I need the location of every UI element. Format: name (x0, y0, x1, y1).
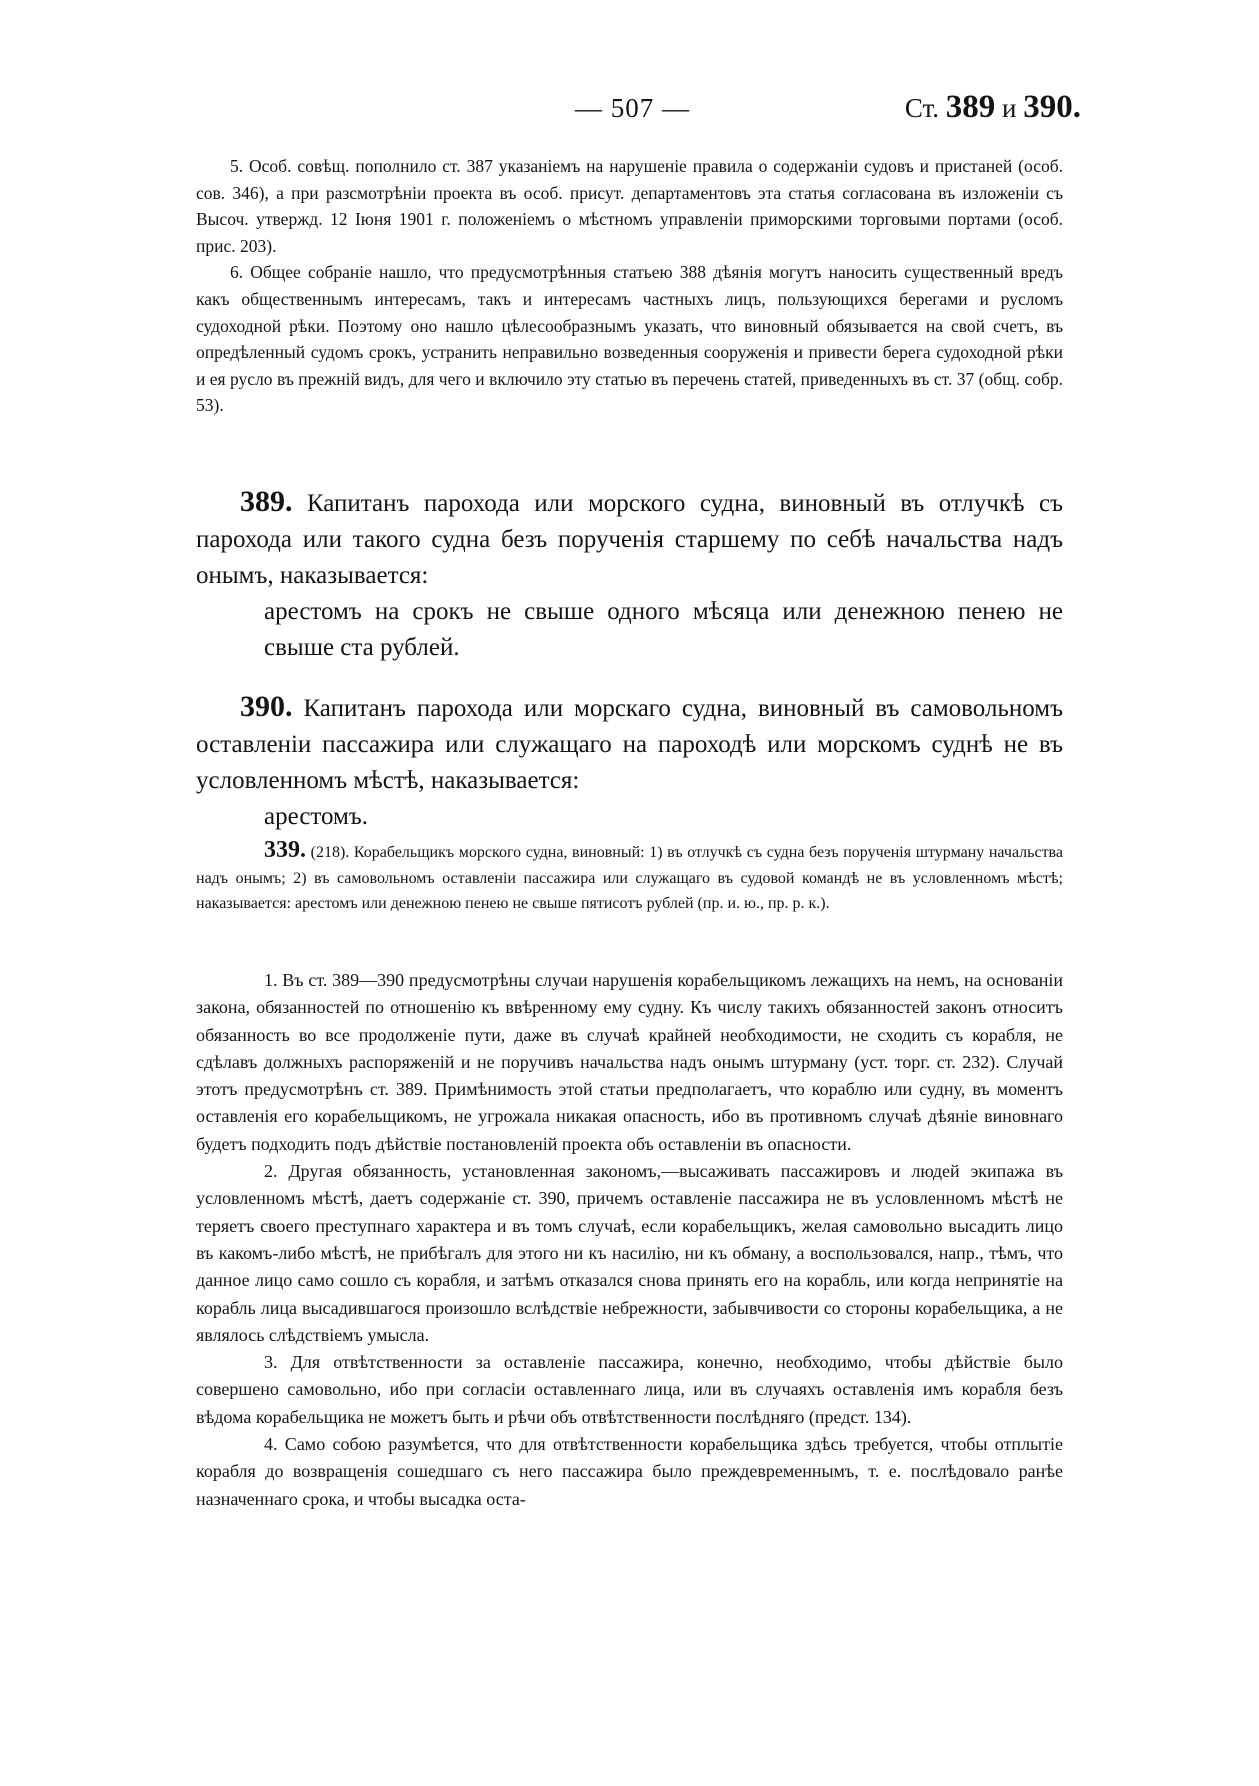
commentary-paragraph: 3. Для отвѣтственности за оставленіе пассажира, конечно, необходимо, чтобы дѣйствіе было совершено самовольно, ибо при согласіи оставленнаго лица, или въ случаяхъ оставленія имъ корабля безъ вѣдома корабельщика не можетъ быть и рѣчи объ отвѣтственности послѣдняго (предст. 134). (196, 1352, 1063, 1427)
comment-source-article (196, 838, 1063, 917)
commentary-section (196, 967, 1063, 1513)
article-text: Капитанъ парохода или морского судна, виновный въ отлучкѣ съ парохода или такого судна безъ порученія старшему по себѣ начальства надъ онымъ, наказывается: (196, 490, 1063, 589)
article-ref-prefix: Ст. (904, 93, 940, 123)
article-390 (196, 689, 1063, 835)
comment-source-number: 339. (264, 837, 306, 863)
commentary-paragraph: 4. Само собою разумѣется, что для отвѣтственности корабельщика здѣсь требуется, чтобы отплытіе корабля до возвращенія сошедшаго съ него пассажира было преждевременнымъ, т. е. послѣдовало ранѣе назначеннаго срока, и чтобы высадка оста- (196, 1434, 1063, 1509)
article-reference (905, 89, 1081, 126)
note-paragraph: 6. Общее собраніе нашло, что предусмотрѣнныя статьею 388 дѣянія могутъ наносить существенный вредъ какъ общественнымъ интересамъ, такъ и интересамъ частныхъ лицъ, пользующихся берегами и русломъ судоходной рѣки. Поэтому оно нашло цѣлесообразнымъ указать, что виновный обязывается на свой счетъ, въ опредѣленный судомъ срокъ, устранить неправильно возведенныя сооруженія и привести берега судоходной рѣки и ея русло въ прежній видъ, для чего и включило эту статью въ перечень статей, приведенныхъ въ ст. 37 (общ. собр. 53). (196, 262, 1063, 416)
article-penalty: арестомъ на срокъ не свыше одного мѣсяца или денежною пенею не свыше ста рублей. (264, 598, 1063, 661)
article-penalty: арестомъ. (264, 803, 369, 830)
article-number: 389. (240, 485, 293, 518)
article-389 (196, 484, 1063, 666)
notes-section (196, 153, 1063, 419)
article-ref-first: 389 (945, 89, 996, 125)
article-ref-conj: и (1002, 93, 1017, 123)
note-paragraph: 5. Особ. совѣщ. пополнило ст. 387 указаніемъ на нарушеніе правила о содержаніи судовъ и пристаней (особ. сов. 346), а при разсмотрѣніи проекта въ особ. присут. департаментовъ эта статья согласована въ изложеніи съ Высоч. утвержд. 12 Іюня 1901 г. положеніемъ о мѣстномъ управленіи приморскими торговыми портами (особ. прис. 203). (196, 156, 1063, 256)
article-text: Капитанъ парохода или морскаго судна, виновный въ самовольномъ оставленіи пассажира или служащаго на пароходѣ или морскомъ суднѣ не въ условленномъ мѣстѣ, наказывается: (196, 695, 1064, 794)
comment-source-text: (218). Корабельщикъ морского судна, виновный: 1) въ отлучкѣ съ судна безъ порученія штурману начальства надъ онымъ; 2) въ самовольномъ оставленіи пассажира или служащаго въ судовой командѣ не въ условленномъ мѣстѣ; наказывается: арестомъ или денежною пенею не свыше пятисотъ рублей (пр. и. ю., пр. р. к.). (196, 844, 1063, 912)
commentary-paragraph: 1. Въ ст. 389—390 предусмотрѣны случаи нарушенія корабельщикомъ лежащихъ на немъ, на основаніи закона, обязанностей по отношенію къ ввѣренному ему судну. Къ числу такихъ обязанностей законъ относитъ обязанность во все продолженіе пути, даже въ случаѣ крайней необходимости, не сходить съ корабля, не сдѣлавъ должныхъ распоряженій и не поручивъ начальства надъ онымъ штурману (уст. торг. ст. 232). Случай этотъ предусмотрѣнъ ст. 389. Примѣнимость этой статьи предполагаетъ, что кораблю или судну, въ моментъ оставленія его корабельщикомъ, не угрожала никакая опасность, ибо въ противномъ случаѣ дѣяніе виновнаго будетъ подходить подъ дѣйствіе постановленій проекта объ оставленіи въ опасности. (196, 970, 1063, 1154)
page-header (0, 89, 1259, 133)
commentary-paragraph: 2. Другая обязанность, установленная закономъ,—высаживать пассажировъ и людей экипажа въ условленномъ мѣстѣ, даетъ содержаніе ст. 390, причемъ оставленіе пассажира не въ условленномъ мѣстѣ не теряетъ своего преступнаго характера и въ томъ случаѣ, если корабельщикъ, желая самовольно высадить лицо въ какомъ-либо мѣстѣ, не прибѣгалъ для этого ни къ насилію, ни къ обману, а воспользовался, напр., тѣмъ, что данное лицо само сошло съ корабля, и затѣмъ отказался снова принять его на корабль, или когда непринятіе на корабль лица высадившагося произошло вслѣдствіе небрежности, забывчивости со стороны корабельщика, а не являлось слѣдствіемъ умысла. (196, 1161, 1063, 1345)
article-number: 390. (240, 690, 293, 723)
article-ref-second: 390. (1023, 89, 1081, 125)
page-number: — 507 — (575, 93, 690, 123)
